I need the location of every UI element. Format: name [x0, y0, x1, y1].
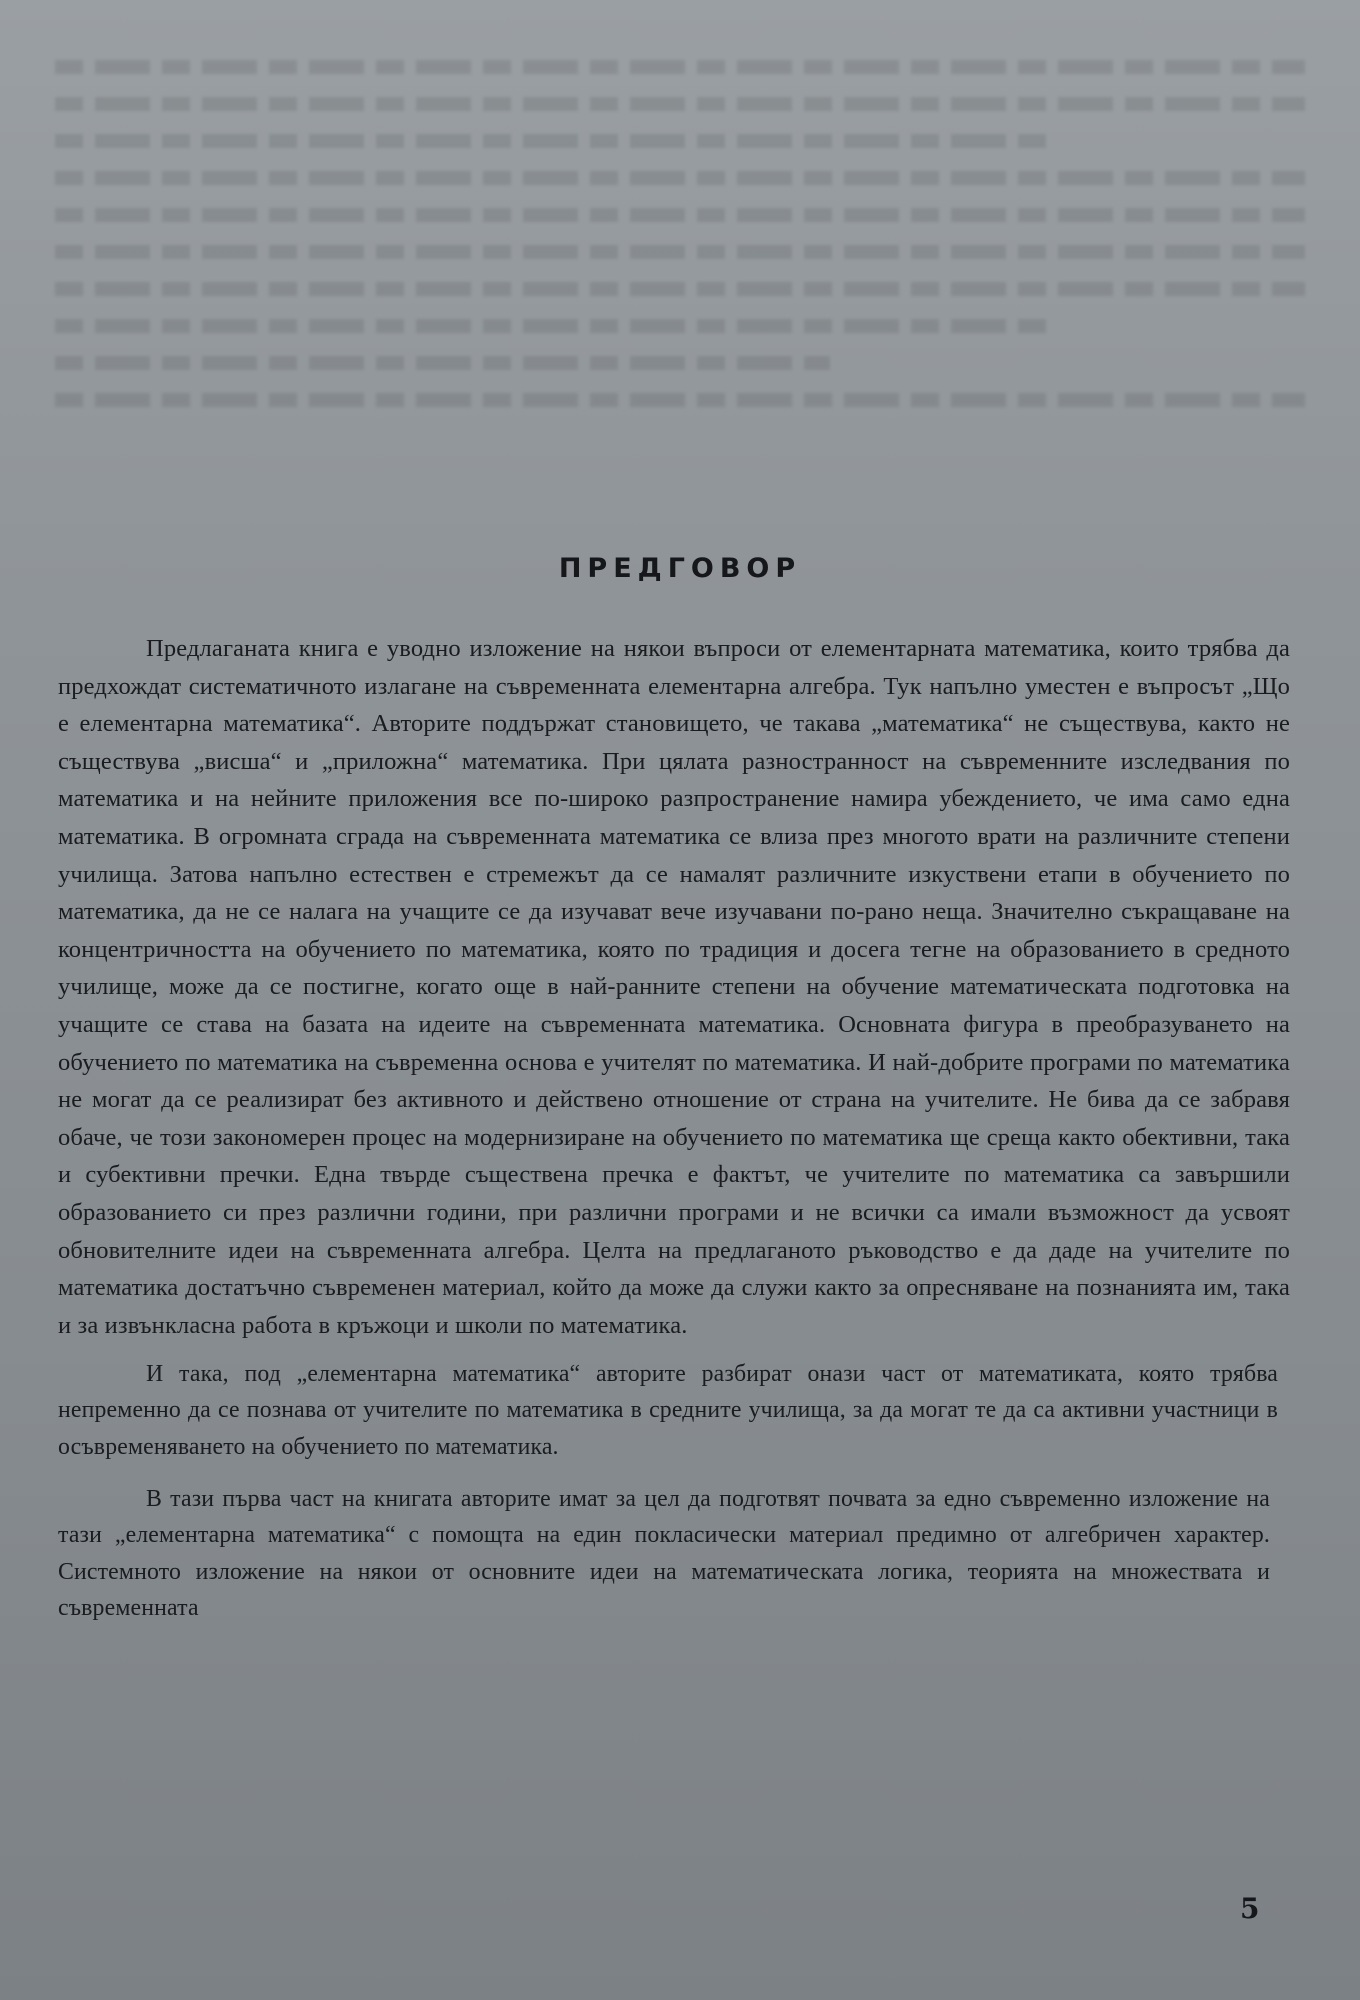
paragraph: В тази първа част на книгата авторите имат за цел да подготвят почвата за едно съвременно изложение на тази „елементарна математика“ с помощта на един покласически материал предимно от алгебричен характер. Системното изложение на някои от основните идеи на математическата логика, теорията на множествата и съвременната	[58, 1485, 1270, 1622]
body-text	[58, 630, 1290, 1633]
paragraph: Предлаганата книга е уводно изложение на някои въпроси от елементарната математика, които трябва да предхождат систематичното излагане на съвременната елементарна алгебра. Тук напълно уместен е въпросът „Що е елементарна математика“. Авторите поддържат становището, че такава „математика“ не съществува, както не съществува „висша“ и „приложна“ математика. При цялата разностранност на съвременните изследвания по математика и на нейните приложения все по-широко разпространение намира убеждението, че има само една математика. В огромната сграда на съвременната математика се влиза през многото врати на различните степени училища. Затова напълно естествен е стремежът да се намалят различните изкуствени етапи в обучението по математика, да не се налага на учащите се да изучават вече изучавани по-рано неща. Значително съкращаване на концентричността на обучението по математика, която по традиция и досега тегне на образованието в средното училище, може да се постигне, когато още в най-ранните степени на обучение математическата подготовка на учащите се става на базата на идеите на съвременната математика. Основната фигура в преобразуването на обучението по математика на съвременна основа е учителят по математика. И най-добрите програми по математика не могат да се реализират без активното и действено отношение от страна на учителите. Не бива да се забравя обаче, че този закономерен процес на модернизиране на обучението по математика ще среща както обективни, така и субективни пречки. Една твърде съществена пречка е фактът, че учителите по математика са завършили образованието си през различни години, при различни програми и не всички са имали възможност да усвоят обновителните идеи на съвременната алгебра. Целта на предлаганото ръководство е да даде на учителите по математика достатъчно съвременен материал, който да може да служи както за опресняване на познанията им, така и за извънкласна работа в кръжоци и школи по математика.	[58, 635, 1290, 1339]
show-through-text-texture	[55, 60, 1305, 480]
paragraph: И така, под „елементарна математика“ авторите разбират онази част от математиката, която трябва непременно да се познава от учителите по математика в средните училища, за да могат те да са активни участници в осъвременяването на обучението по математика.	[58, 1361, 1278, 1460]
page-heading: ПРЕДГОВОР	[558, 553, 802, 584]
page-number: 5	[1240, 1892, 1260, 1925]
